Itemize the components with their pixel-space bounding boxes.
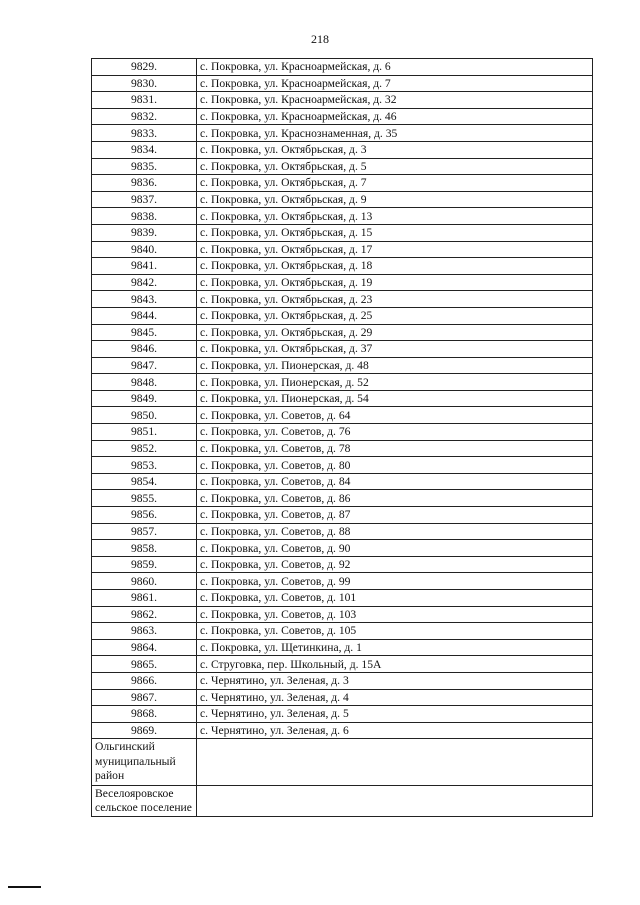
table-row (92, 341, 593, 358)
row-number: 9834. (92, 141, 197, 158)
table-row (92, 241, 593, 258)
table-row (92, 75, 593, 92)
row-address: с. Покровка, ул. Октябрьская, д. 5 (197, 158, 593, 175)
row-address: с. Покровка, ул. Октябрьская, д. 23 (197, 291, 593, 308)
table-row (92, 722, 593, 739)
table-row (92, 141, 593, 158)
table-row (92, 274, 593, 291)
row-number: 9830. (92, 75, 197, 92)
row-address: с. Покровка, ул. Красноармейская, д. 7 (197, 75, 593, 92)
table-row (92, 258, 593, 275)
table-row (92, 59, 593, 76)
section-address (197, 785, 593, 817)
row-number: 9861. (92, 590, 197, 607)
row-number: 9836. (92, 175, 197, 192)
table-row (92, 374, 593, 391)
table-row (92, 623, 593, 640)
row-number: 9833. (92, 125, 197, 142)
row-address: с. Покровка, ул. Октябрьская, д. 25 (197, 307, 593, 324)
row-number: 9832. (92, 108, 197, 125)
row-number: 9862. (92, 606, 197, 623)
row-address: с. Покровка, ул. Советов, д. 80 (197, 457, 593, 474)
table-row (92, 672, 593, 689)
row-number: 9835. (92, 158, 197, 175)
row-address: с. Покровка, ул. Октябрьская, д. 19 (197, 274, 593, 291)
row-address: с. Покровка, ул. Красноармейская, д. 6 (197, 59, 593, 76)
row-number: 9864. (92, 639, 197, 656)
table-row (92, 606, 593, 623)
row-address: с. Покровка, ул. Октябрьская, д. 9 (197, 191, 593, 208)
section-row (92, 785, 593, 817)
row-number: 9852. (92, 440, 197, 457)
row-address: с. Чернятино, ул. Зеленая, д. 4 (197, 689, 593, 706)
table-row (92, 108, 593, 125)
footnote-rule (8, 886, 41, 888)
section-row (92, 739, 593, 785)
row-number: 9850. (92, 407, 197, 424)
page-number: 218 (311, 32, 329, 46)
row-number: 9842. (92, 274, 197, 291)
row-number: 9838. (92, 208, 197, 225)
row-number: 9841. (92, 258, 197, 275)
row-number: 9848. (92, 374, 197, 391)
row-address: с. Покровка, ул. Пионерская, д. 54 (197, 390, 593, 407)
row-number: 9839. (92, 224, 197, 241)
table-row (92, 407, 593, 424)
row-address: с. Чернятино, ул. Зеленая, д. 5 (197, 706, 593, 723)
table-row (92, 324, 593, 341)
row-address: с. Покровка, ул. Октябрьская, д. 17 (197, 241, 593, 258)
row-address: с. Покровка, ул. Советов, д. 103 (197, 606, 593, 623)
table-row (92, 125, 593, 142)
row-number: 9865. (92, 656, 197, 673)
table-row (92, 656, 593, 673)
row-number: 9863. (92, 623, 197, 640)
table-row (92, 590, 593, 607)
row-address: с. Чернятино, ул. Зеленая, д. 6 (197, 722, 593, 739)
row-address: с. Покровка, ул. Советов, д. 86 (197, 490, 593, 507)
row-address: с. Покровка, ул. Октябрьская, д. 13 (197, 208, 593, 225)
table-row (92, 556, 593, 573)
row-address: с. Покровка, ул. Советов, д. 105 (197, 623, 593, 640)
table-row (92, 357, 593, 374)
row-address: с. Покровка, ул. Пионерская, д. 48 (197, 357, 593, 374)
row-address: с. Покровка, ул. Октябрьская, д. 29 (197, 324, 593, 341)
address-table (91, 58, 593, 817)
row-address: с. Покровка, ул. Октябрьская, д. 7 (197, 175, 593, 192)
table-row (92, 92, 593, 109)
table-row (92, 689, 593, 706)
row-number: 9844. (92, 307, 197, 324)
row-number: 9868. (92, 706, 197, 723)
row-address: с. Покровка, ул. Советов, д. 64 (197, 407, 593, 424)
row-number: 9851. (92, 424, 197, 441)
row-number: 9831. (92, 92, 197, 109)
table-row (92, 706, 593, 723)
table-row (92, 440, 593, 457)
row-number: 9845. (92, 324, 197, 341)
row-address: с. Покровка, ул. Октябрьская, д. 18 (197, 258, 593, 275)
table-row (92, 175, 593, 192)
table-row (92, 507, 593, 524)
table-row (92, 224, 593, 241)
row-number: 9849. (92, 390, 197, 407)
table-row (92, 390, 593, 407)
row-address: с. Покровка, ул. Октябрьская, д. 3 (197, 141, 593, 158)
table-row (92, 158, 593, 175)
row-number: 9846. (92, 341, 197, 358)
row-number: 9858. (92, 540, 197, 557)
row-address: с. Покровка, ул. Пионерская, д. 52 (197, 374, 593, 391)
row-address: с. Чернятино, ул. Зеленая, д. 3 (197, 672, 593, 689)
table-row (92, 307, 593, 324)
row-address: с. Покровка, ул. Советов, д. 87 (197, 507, 593, 524)
row-number: 9855. (92, 490, 197, 507)
row-address: с. Покровка, ул. Октябрьская, д. 15 (197, 224, 593, 241)
row-address: с. Покровка, ул. Советов, д. 78 (197, 440, 593, 457)
row-address: с. Покровка, ул. Советов, д. 90 (197, 540, 593, 557)
table-row (92, 540, 593, 557)
row-address: с. Покровка, ул. Красноармейская, д. 46 (197, 108, 593, 125)
section-label: Веселояровское сельское поселение (92, 785, 197, 817)
row-address: с. Покровка, ул. Советов, д. 99 (197, 573, 593, 590)
table-row (92, 523, 593, 540)
row-address: с. Покровка, ул. Щетинкина, д. 1 (197, 639, 593, 656)
row-number: 9854. (92, 473, 197, 490)
row-number: 9840. (92, 241, 197, 258)
table-row (92, 473, 593, 490)
table-row (92, 639, 593, 656)
row-number: 9857. (92, 523, 197, 540)
row-address: с. Струговка, пер. Школьный, д. 15А (197, 656, 593, 673)
address-table-body (92, 59, 593, 817)
row-number: 9837. (92, 191, 197, 208)
row-number: 9866. (92, 672, 197, 689)
row-number: 9847. (92, 357, 197, 374)
table-row (92, 208, 593, 225)
table-row (92, 191, 593, 208)
row-number: 9867. (92, 689, 197, 706)
table-row (92, 573, 593, 590)
row-address: с. Покровка, ул. Советов, д. 84 (197, 473, 593, 490)
table-row (92, 291, 593, 308)
section-label: Ольгинский муниципальный район (92, 739, 197, 785)
row-address: с. Покровка, ул. Советов, д. 88 (197, 523, 593, 540)
table-row (92, 424, 593, 441)
row-number: 9856. (92, 507, 197, 524)
row-address: с. Покровка, ул. Советов, д. 101 (197, 590, 593, 607)
row-number: 9860. (92, 573, 197, 590)
table-row (92, 490, 593, 507)
row-number: 9869. (92, 722, 197, 739)
row-address: с. Покровка, ул. Октябрьская, д. 37 (197, 341, 593, 358)
row-number: 9843. (92, 291, 197, 308)
row-address: с. Покровка, ул. Красноармейская, д. 32 (197, 92, 593, 109)
section-address (197, 739, 593, 785)
row-address: с. Покровка, ул. Краснознаменная, д. 35 (197, 125, 593, 142)
row-number: 9829. (92, 59, 197, 76)
row-address: с. Покровка, ул. Советов, д. 92 (197, 556, 593, 573)
row-number: 9853. (92, 457, 197, 474)
table-row (92, 457, 593, 474)
row-address: с. Покровка, ул. Советов, д. 76 (197, 424, 593, 441)
row-number: 9859. (92, 556, 197, 573)
